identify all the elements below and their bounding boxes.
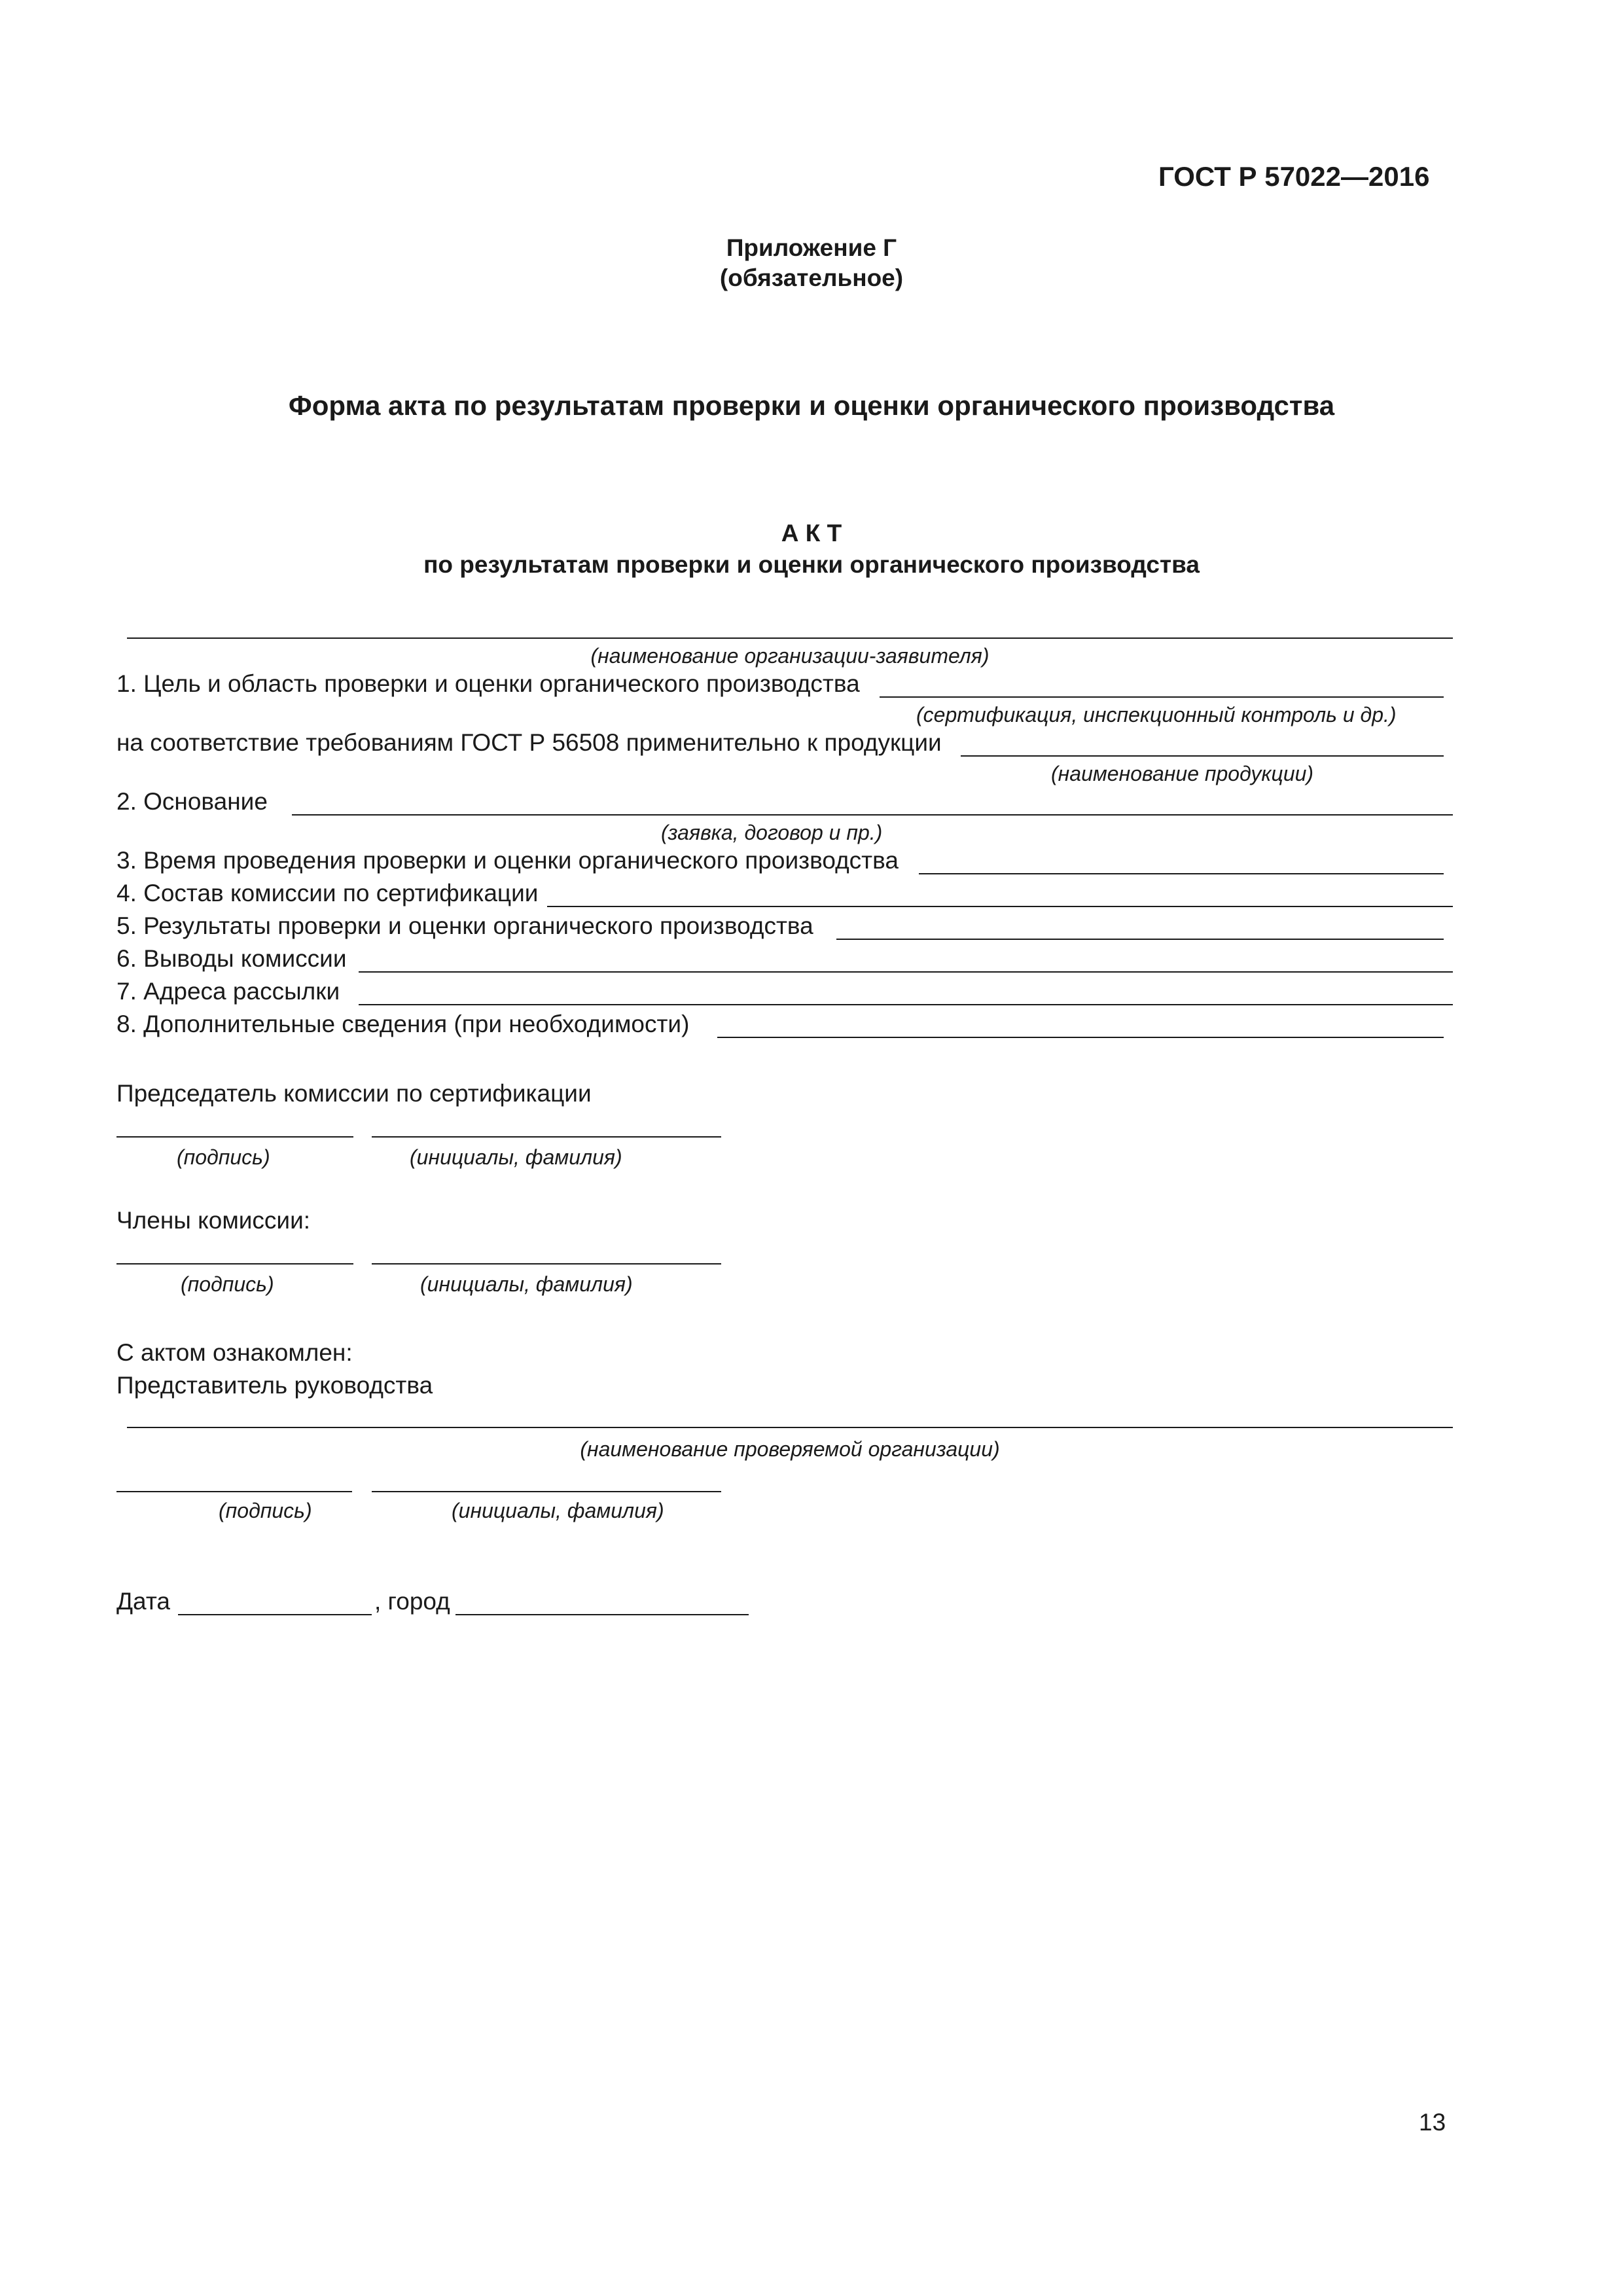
inspected-org-line[interactable] xyxy=(127,1427,1453,1428)
chairman-initials-caption: (инициалы, фамилия) xyxy=(410,1145,622,1169)
representative-signature-caption: (подпись) xyxy=(219,1499,312,1522)
appendix-title: Приложение Г xyxy=(726,234,897,261)
item-5-line[interactable] xyxy=(836,939,1444,940)
member-initials-caption: (инициалы, фамилия) xyxy=(420,1272,633,1296)
city-label: , город xyxy=(374,1588,450,1615)
representative-label: Представитель руководства xyxy=(116,1372,433,1399)
city-line[interactable] xyxy=(455,1614,749,1615)
org-name-line[interactable] xyxy=(127,637,1453,639)
item-7-label: 7. Адреса рассылки xyxy=(116,978,340,1005)
chairman-label: Председатель комиссии по сертификации xyxy=(116,1080,592,1107)
item-3-label: 3. Время проведения проверки и оценки органического производства xyxy=(116,847,899,874)
act-subtitle: по результатам проверки и оценки органического производства xyxy=(423,551,1200,578)
org-name-caption: (наименование организации-заявителя) xyxy=(590,644,990,668)
date-line[interactable] xyxy=(178,1614,372,1615)
member-signature-caption: (подпись) xyxy=(181,1272,274,1296)
compliance-label: на соответствие требованиям ГОСТ Р 56508 применительно к продукции xyxy=(116,729,942,756)
item-8-label: 8. Дополнительные сведения (при необходимости) xyxy=(116,1011,690,1037)
standard-number: ГОСТ Р 57022—2016 xyxy=(1158,161,1430,192)
item-2-label: 2. Основание xyxy=(116,788,268,815)
item-8-line[interactable] xyxy=(717,1037,1444,1038)
item-6-line[interactable] xyxy=(359,971,1453,973)
item-2-line[interactable] xyxy=(292,814,1453,816)
item-4-label: 4. Состав комиссии по сертификации xyxy=(116,880,539,906)
members-label: Члены комиссии: xyxy=(116,1207,311,1234)
basis-caption: (заявка, договор и пр.) xyxy=(661,821,883,844)
inspected-org-caption: (наименование проверяемой организации) xyxy=(580,1437,1000,1461)
representative-signature-line[interactable] xyxy=(116,1491,352,1492)
member-signature-line[interactable] xyxy=(116,1263,353,1265)
item-7-line[interactable] xyxy=(359,1004,1453,1005)
representative-initials-caption: (инициалы, фамилия) xyxy=(452,1499,664,1522)
member-initials-line[interactable] xyxy=(372,1263,721,1265)
item-4-line[interactable] xyxy=(547,906,1453,907)
act-title: А К Т xyxy=(781,520,842,547)
date-label: Дата xyxy=(116,1588,170,1615)
product-line[interactable] xyxy=(961,755,1444,757)
item-1-line[interactable] xyxy=(880,696,1444,698)
chairman-signature-caption: (подпись) xyxy=(177,1145,270,1169)
appendix-status: (обязательное) xyxy=(719,264,904,291)
representative-initials-line[interactable] xyxy=(372,1491,721,1492)
acquainted-label: С актом ознакомлен: xyxy=(116,1339,353,1366)
form-title: Форма акта по результатам проверки и оценки органического производства xyxy=(288,390,1335,421)
page-number: 13 xyxy=(1419,2109,1446,2136)
item-3-line[interactable] xyxy=(919,873,1444,874)
item-6-label: 6. Выводы комиссии xyxy=(116,945,347,972)
purpose-caption: (сертификация, инспекционный контроль и др.) xyxy=(916,703,1397,726)
chairman-initials-line[interactable] xyxy=(372,1136,721,1138)
item-1-label: 1. Цель и область проверки и оценки органического производства xyxy=(116,670,860,697)
product-caption: (наименование продукции) xyxy=(1051,762,1314,785)
chairman-signature-line[interactable] xyxy=(116,1136,353,1138)
item-5-label: 5. Результаты проверки и оценки органического производства xyxy=(116,912,813,939)
